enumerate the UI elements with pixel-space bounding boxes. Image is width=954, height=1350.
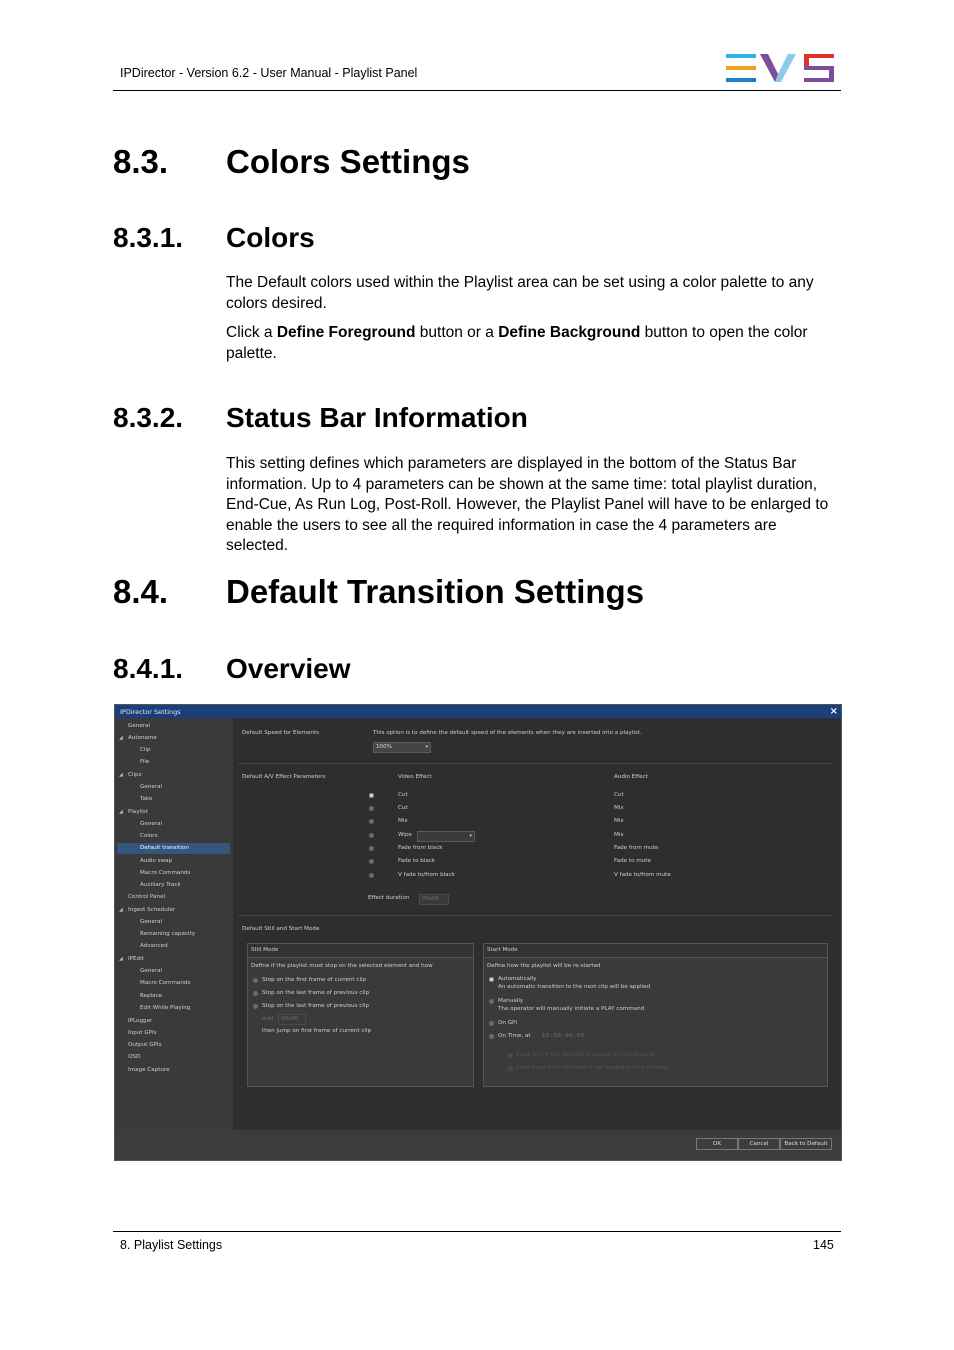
effect-duration-input[interactable]: 00s05 bbox=[419, 894, 449, 905]
paragraph-colors-2: Click a Define Foreground button or a Define Background button to open the color palette. bbox=[226, 324, 808, 362]
still-start-label: Default Still and Start Mode bbox=[242, 926, 320, 932]
effect-duration-label: Effect duration bbox=[368, 895, 410, 901]
separator bbox=[238, 915, 832, 916]
back-to-default-button[interactable]: Back to Default bbox=[780, 1138, 832, 1150]
audio-effect-4: Mix bbox=[614, 832, 624, 838]
video-effect-6: Fade to black bbox=[398, 858, 436, 864]
tree-item-ipedit-macro-commands[interactable]: Macro Commands bbox=[140, 980, 191, 986]
settings-tree bbox=[115, 718, 233, 1130]
page-number: 145 bbox=[813, 1238, 834, 1252]
effect-radio-6[interactable] bbox=[369, 859, 374, 864]
video-effect-3: Mix bbox=[398, 818, 408, 824]
start-sub-option-1: Start only if the element is loaded on the channel bbox=[516, 1052, 655, 1058]
dialog-button-bar bbox=[115, 1130, 841, 1160]
tree-item-audio-swap[interactable]: Audio swap bbox=[140, 858, 173, 864]
tree-item-take[interactable]: Take bbox=[140, 796, 153, 802]
close-icon[interactable]: × bbox=[829, 706, 838, 717]
still-radio-2[interactable] bbox=[253, 991, 258, 996]
expand-arrow-icon[interactable]: ◢ bbox=[119, 809, 123, 815]
start-mode-panel-header bbox=[484, 944, 827, 958]
footer-chapter: 8. Playlist Settings bbox=[120, 1238, 223, 1252]
video-effect-1: Cut bbox=[398, 792, 408, 798]
footer-rule bbox=[113, 1231, 841, 1232]
start-auto-description: An automatic transition to the next clip will be applied bbox=[498, 984, 651, 990]
tree-item-ingest-scheduler[interactable]: Ingest Scheduler bbox=[128, 907, 176, 913]
tree-item-clips-general[interactable]: General bbox=[140, 784, 163, 790]
tree-item-input-gpis[interactable]: Input GPIs bbox=[128, 1030, 157, 1036]
still-option-2: Stop on the last frame of previous clip bbox=[262, 990, 370, 996]
video-effect-4: Wipe bbox=[398, 832, 412, 838]
then-jump-text: then jump on first frame of current clip bbox=[262, 1028, 372, 1034]
video-effect-7: V fade to/from black bbox=[398, 872, 455, 878]
still-option-3: Stop on the last frame of previous clip bbox=[262, 1003, 370, 1009]
speed-select[interactable]: 100% ▾ bbox=[373, 742, 431, 753]
running-header: IPDirector - Version 6.2 - User Manual - Playlist Panel bbox=[120, 66, 418, 80]
start-manual-label: Manually bbox=[498, 998, 524, 1004]
audio-effect-5: Fade from mute bbox=[614, 845, 659, 851]
audio-effect-1: Cut bbox=[614, 792, 624, 798]
tree-item-ipedit-general[interactable]: General bbox=[140, 968, 163, 974]
tree-item-ipedit[interactable]: IPEdit bbox=[128, 956, 144, 962]
start-mode-title: Start Mode bbox=[487, 947, 518, 953]
ok-button[interactable]: OK bbox=[696, 1138, 738, 1150]
paragraph-status-bar: This setting defines which parameters are displayed in the bottom of the Status Bar information. Up to 4 parameters can be shown at the same time: total playlist duration, End-Cue, As Run Log, Post-Roll. However, the Playlist Panel will have to be enlarged to enable the users to see all the required information in case the 4 parameters are selected. bbox=[226, 455, 829, 554]
audio-effect-3: Mix bbox=[614, 818, 624, 824]
start-time-label: On Time, at bbox=[498, 1033, 531, 1039]
video-effect-2: Cut bbox=[398, 805, 408, 811]
still-radio-1[interactable] bbox=[253, 978, 258, 983]
start-radio-gpi[interactable] bbox=[489, 1021, 494, 1026]
subsection-heading-8-3-1: 8.3.1. Colors bbox=[113, 222, 315, 253]
start-sub-radio-2[interactable] bbox=[508, 1066, 513, 1071]
tree-item-general[interactable]: General bbox=[128, 723, 151, 729]
effect-radio-3[interactable] bbox=[369, 819, 374, 824]
tree-item-default-transition[interactable]: Default transition bbox=[117, 843, 230, 854]
speed-description: This option is to define the default speed of the elements when they are inserted into a playlist. bbox=[373, 730, 642, 736]
audio-effect-6: Fade to mute bbox=[614, 858, 651, 864]
subsection-heading-8-3-2: 8.3.2. Status Bar Information bbox=[113, 402, 528, 433]
cancel-button[interactable]: Cancel bbox=[738, 1138, 780, 1150]
still-mode-panel bbox=[247, 943, 474, 1087]
speed-label: Default Speed for Elements bbox=[242, 730, 320, 736]
start-radio-manual[interactable] bbox=[489, 999, 494, 1004]
header-rule bbox=[113, 90, 841, 91]
tree-item-osd[interactable]: OSD bbox=[128, 1054, 141, 1060]
start-gpi-label: On GPI bbox=[498, 1020, 518, 1026]
tree-item-clip[interactable]: Clip bbox=[140, 747, 151, 753]
start-sub-radio-1[interactable] bbox=[508, 1053, 513, 1058]
video-effect-5: Fade from black bbox=[398, 845, 443, 851]
tree-item-image-capture[interactable]: Image Capture bbox=[128, 1067, 170, 1073]
audio-effect-2: Mix bbox=[614, 805, 624, 811]
paragraph-colors-1: The Default colors used within the Playlist area can be set using a color palette to any colors desired. bbox=[226, 274, 814, 312]
tree-item-replace[interactable]: Replace bbox=[140, 993, 163, 999]
wait-label: wait bbox=[262, 1016, 274, 1022]
expand-arrow-icon[interactable]: ◢ bbox=[119, 735, 123, 741]
effect-radio-2[interactable] bbox=[369, 806, 374, 811]
section-heading-8-4: 8.4. Default Transition Settings bbox=[113, 573, 645, 610]
start-radio-time[interactable] bbox=[489, 1034, 494, 1039]
start-mode-description: Define how the playlist will be re-started bbox=[487, 963, 601, 969]
wipe-select[interactable] bbox=[417, 831, 475, 842]
still-option-1: Stop on the first frame of current clip bbox=[262, 977, 367, 983]
tree-item-clips[interactable]: Clips bbox=[128, 772, 142, 778]
start-auto-label: Automatically bbox=[498, 976, 537, 982]
tree-item-colors[interactable]: Colors bbox=[140, 833, 158, 839]
tree-item-autoname[interactable]: Autoname bbox=[128, 735, 157, 741]
tree-item-macro-commands[interactable]: Macro Commands bbox=[140, 870, 191, 876]
expand-arrow-icon[interactable]: ◢ bbox=[119, 907, 123, 913]
subsection-heading-8-4-1: 8.4.1. Overview bbox=[113, 653, 351, 684]
tree-item-remaining-capacity[interactable]: Remaining capacity bbox=[140, 931, 196, 937]
start-mode-panel bbox=[483, 943, 828, 1087]
effect-radio-1[interactable] bbox=[369, 793, 374, 798]
effects-label: Default A/V Effect Parameters bbox=[242, 774, 326, 780]
tree-item-advanced[interactable]: Advanced bbox=[140, 943, 168, 949]
start-sub-option-2: Start even if the element is not loaded on the channel bbox=[516, 1065, 668, 1071]
still-mode-title: Still Mode bbox=[251, 947, 279, 953]
expand-arrow-icon[interactable]: ◢ bbox=[119, 956, 123, 962]
dialog-title: IPDirector Settings bbox=[120, 708, 181, 716]
dropdown-arrow-icon: ▾ bbox=[425, 744, 428, 750]
effect-radio-7[interactable] bbox=[369, 873, 374, 878]
dialog-title-bar bbox=[115, 705, 841, 718]
separator bbox=[238, 763, 832, 764]
still-mode-panel-header bbox=[248, 944, 473, 958]
start-manual-description: The operator will manually initiate a PLAY command bbox=[498, 1006, 645, 1012]
tree-item-playlist[interactable]: Playlist bbox=[128, 809, 148, 815]
still-mode-description: Define if the playlist must stop on the selected element and how bbox=[251, 963, 433, 969]
dropdown-arrow-icon: ▾ bbox=[469, 833, 472, 839]
wait-input[interactable]: 00s00 bbox=[278, 1014, 306, 1025]
still-radio-3[interactable] bbox=[253, 1004, 258, 1009]
tree-item-output-gpis[interactable]: Output GPIs bbox=[128, 1042, 162, 1048]
settings-dialog bbox=[114, 704, 842, 1161]
tree-item-control-panel[interactable]: Control Panel bbox=[128, 894, 166, 900]
audio-effect-header: Audio Effect bbox=[614, 774, 648, 780]
tree-item-ingest-general[interactable]: General bbox=[140, 919, 163, 925]
video-effect-header: Video Effect bbox=[398, 774, 432, 780]
tree-item-edit-while-playing[interactable]: Edit While Playing bbox=[140, 1005, 191, 1011]
start-time-input[interactable]: 10:00:00:00 bbox=[542, 1033, 585, 1039]
tree-item-iplogger[interactable]: IPLogger bbox=[128, 1018, 153, 1024]
expand-arrow-icon[interactable]: ◢ bbox=[119, 772, 123, 778]
tree-item-playlist-general[interactable]: General bbox=[140, 821, 163, 827]
evs-logo bbox=[726, 54, 834, 82]
effect-radio-4[interactable] bbox=[369, 833, 374, 838]
start-radio-auto[interactable] bbox=[489, 977, 494, 982]
tree-item-auxiliary-track[interactable]: Auxiliary Track bbox=[140, 882, 181, 888]
effect-radio-5[interactable] bbox=[369, 846, 374, 851]
section-heading-8-3: 8.3. Colors Settings bbox=[113, 143, 470, 180]
tree-item-file[interactable]: File bbox=[140, 759, 150, 765]
settings-main-pane bbox=[234, 718, 840, 1130]
audio-effect-7: V fade to/from mute bbox=[614, 872, 671, 878]
